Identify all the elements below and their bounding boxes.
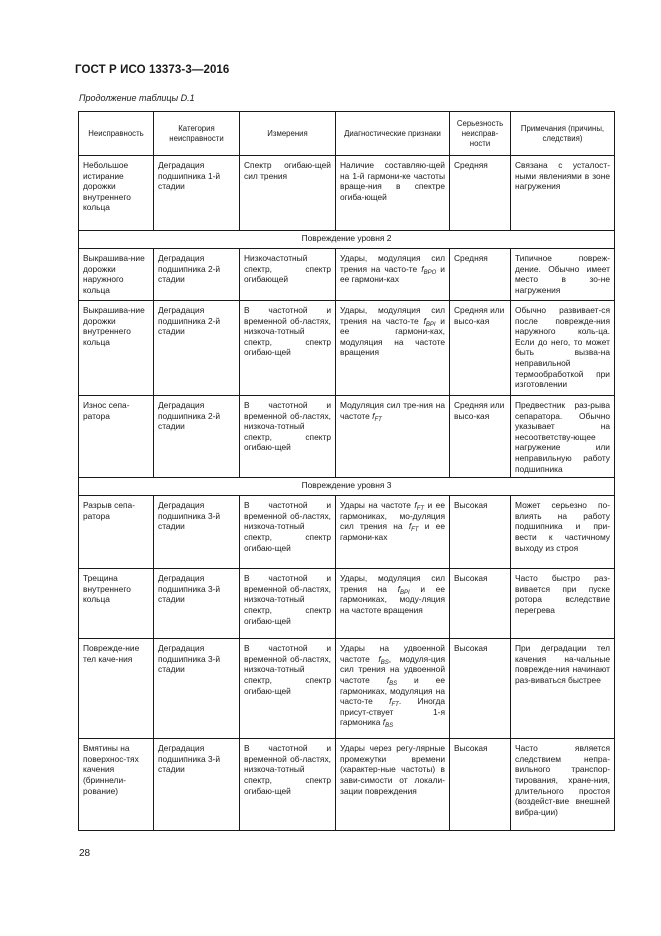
frequency-letter: f	[386, 674, 390, 685]
frequency-letter: f	[423, 315, 426, 326]
frequency-letter: f	[372, 410, 375, 421]
page-number: 28	[79, 848, 91, 859]
signs-text: и ее гармониках, модуляция на часто-те	[340, 674, 445, 707]
signs-text: Модуляция сил тре-ния на частоте	[340, 400, 445, 421]
table-row	[79, 249, 615, 301]
frequency-subscript: FT	[416, 506, 425, 513]
category-cell: Деградация подшипника 3-й стадии	[154, 496, 240, 569]
severity-cell: Средняя или высо-кая	[450, 396, 511, 478]
signs-text: Удары, модуляция сил трения на часто-те	[340, 305, 445, 326]
severity-cell: Средняя или высо-кая	[450, 301, 511, 396]
severity-cell: Высокая	[450, 639, 511, 739]
category-cell: Деградация подшипника 2-й стадии	[154, 301, 240, 396]
notes-cell: Типичное повреж-дение. Обычно имеет место в зо-не нагружения	[511, 249, 615, 301]
severity-cell: Высокая	[450, 569, 511, 639]
signs-cell	[336, 739, 450, 831]
measurement-cell: В частотной и временной об-ластях, низкоча-тотный спектр, спектр огибаю-щей	[240, 496, 336, 569]
frequency-letter: f	[389, 696, 392, 707]
frequency-symbol	[389, 696, 399, 709]
frequency-subscript: FT	[411, 527, 419, 534]
frequency-subscript: BS	[389, 680, 398, 687]
table-row	[79, 396, 615, 478]
signs-cell	[336, 396, 450, 478]
measurement-cell: В частотной и временной об-ластях, низкоча-тотный спектр, спектр огибаю-щей	[240, 301, 336, 396]
document-title: ГОСТ Р ИСО 13373-3—2016	[75, 64, 230, 76]
frequency-letter: f	[397, 583, 400, 594]
column-header: Диагностические признаки	[336, 112, 450, 156]
signs-cell	[336, 301, 450, 396]
table-body	[79, 156, 615, 831]
severity-cell: Высокая	[450, 739, 511, 831]
frequency-subscript: BS	[385, 723, 394, 730]
frequency-symbol	[398, 584, 410, 594]
section-header-row	[79, 478, 615, 496]
fault-cell: Выкрашива-ние дорожки внутреннего кольца	[79, 301, 154, 396]
table-row	[79, 301, 615, 396]
frequency-symbol	[372, 411, 382, 421]
notes-cell: Может серьезно по-влиять на работу подшипника и при-вести к частичному выходу из строя	[511, 496, 615, 569]
frequency-letter: f	[421, 263, 424, 274]
frequency-subscript: BPI	[399, 589, 410, 596]
severity-cell: Средняя	[450, 156, 511, 231]
category-cell: Деградация подшипника 2-й стадии	[154, 396, 240, 478]
signs-cell	[336, 569, 450, 639]
column-header: Неисправность	[79, 112, 154, 156]
signs-text: Удары через регу-лярные промежутки времени (характер-ные частоты) в зави-симости от локали-зации повреждения	[340, 743, 445, 796]
fault-cell: Трещина внутреннего кольца	[79, 569, 154, 639]
measurement-cell: Спектр огибаю-щей сил трения	[240, 156, 336, 231]
table-row	[79, 156, 615, 231]
table-row	[79, 739, 615, 831]
column-header: Измерения	[240, 112, 336, 156]
signs-cell	[336, 496, 450, 569]
table-row	[79, 496, 615, 569]
frequency-subscript: BPI	[425, 321, 436, 328]
notes-cell: При деградации тел качения на-чальные поврежде-ния начинают раз-виваться быстрее	[511, 639, 615, 739]
signs-text: и ее гармониках, моду-ляция на частоте вращения	[340, 583, 445, 615]
section-title: Повреждение уровня 3	[79, 478, 615, 496]
category-cell: Деградация подшипника 3-й стадии	[154, 569, 240, 639]
signs-text: Удары на удвоенной частоте	[340, 643, 445, 664]
signs-text: и ее гармони-ках	[340, 263, 445, 285]
signs-text: и ее гармониках, мо-дуляция сил трения на	[340, 500, 445, 532]
measurement-cell: В частотной и временной об-ластях, низкоча-тотный спектр, спектр огибаю-щей	[240, 396, 336, 478]
severity-cell: Средняя	[450, 249, 511, 301]
section-header-row	[79, 231, 615, 249]
signs-text: Удары, модуляция сил трения на	[340, 573, 445, 594]
signs-text: . Иногда присут-ствует 1-я гармоника	[340, 696, 445, 728]
signs-text: Наличие составляю-щей на 1-й гармони-ке частоты враще-ния в спектре огиба-ющей	[340, 160, 445, 202]
table-header-row	[79, 112, 615, 156]
signs-cell	[336, 639, 450, 739]
notes-cell: Часто быстро раз-вивается при пуске ротора вследствие перегрева	[511, 569, 615, 639]
column-header: Серьезность неисправ-ности	[450, 112, 511, 156]
category-cell: Деградация подшипника 3-й стадии	[154, 739, 240, 831]
notes-cell: Обычно развивает-ся после поврежде-ния наружного коль-ца. Если до него, то может быть вызва-на неправильной термообработкой при изготовлении	[511, 301, 615, 396]
frequency-symbol	[414, 500, 425, 513]
fault-cell: Разрыв сепа-ратора	[79, 496, 154, 569]
frequency-symbol	[424, 316, 436, 326]
frequency-letter: f	[408, 521, 412, 532]
frequency-symbol	[382, 717, 394, 730]
table-row	[79, 569, 615, 639]
notes-cell: Связана с усталост-ными явлениями в зоне нагружения	[511, 156, 615, 231]
frequency-subscript: BPO	[423, 269, 437, 276]
measurement-cell: Низкочастотный спектр, спектр огибающей	[240, 249, 336, 301]
frequency-subscript: BS	[380, 659, 389, 666]
frequency-subscript: FT	[374, 416, 382, 423]
table-row	[79, 639, 615, 739]
fault-cell: Вмятины на поверхнос-тях качения (бриннели-рование)	[79, 739, 154, 831]
signs-text: Удары на частоте	[340, 500, 415, 511]
frequency-symbol	[387, 675, 397, 685]
column-header: Примечания (причины, следствия)	[511, 112, 615, 156]
frequency-letter: f	[414, 500, 417, 511]
fault-cell: Износ сепа-ратора	[79, 396, 154, 478]
signs-cell	[336, 249, 450, 301]
column-header: Категория неисправности	[154, 112, 240, 156]
faults-table	[78, 111, 615, 831]
frequency-letter: f	[382, 717, 386, 728]
frequency-symbol	[378, 654, 388, 664]
frequency-letter: f	[378, 653, 381, 664]
signs-text: и ее гармони-ках, модуляция на частоте вращения	[340, 315, 445, 358]
signs-text: и ее гармони-ках	[340, 521, 445, 542]
category-cell: Деградация подшипника 3-й стадии	[154, 639, 240, 739]
fault-cell: Выкрашива-ние дорожки наружного кольца	[79, 249, 154, 301]
frequency-subscript: FT	[391, 702, 399, 709]
severity-cell: Высокая	[450, 496, 511, 569]
signs-text: , модуля-ция сил трения на удвоенной частоте	[340, 653, 445, 685]
signs-cell	[336, 156, 450, 231]
table-caption: Продолжение таблицы D.1	[79, 93, 195, 103]
notes-cell: Предвестник раз-рыва сепаратора. Обычно указывает на несоответству-ющее нагружение или неправильную работу подшипника	[511, 396, 615, 478]
measurement-cell: В частотной и временной об-ластях, низкоча-тотный спектр, спектр огибаю-щей	[240, 639, 336, 739]
measurement-cell: В частотной и временной об-ластях, низкоча-тотный спектр, спектр огибаю-щей	[240, 569, 336, 639]
category-cell: Деградация подшипника 2-й стадии	[154, 249, 240, 301]
measurement-cell: В частотной и временной об-ластях, низкоча-тотный спектр, спектр огибаю-щей	[240, 739, 336, 831]
frequency-symbol	[421, 264, 436, 274]
section-title: Повреждение уровня 2	[79, 231, 615, 249]
signs-text: Удары, модуляция сил трения на часто-те	[340, 253, 445, 274]
notes-cell: Часто является следствием непра-вильного транспор-тирования, хране-ния, длительного простоя (воздейст-вие внешней вибра-ции)	[511, 739, 615, 831]
fault-cell: Небольшое истирание дорожки внутреннего кольца	[79, 156, 154, 231]
fault-cell: Поврежде-ние тел каче-ния	[79, 639, 154, 739]
category-cell: Деградация подшипника 1-й стадии	[154, 156, 240, 231]
